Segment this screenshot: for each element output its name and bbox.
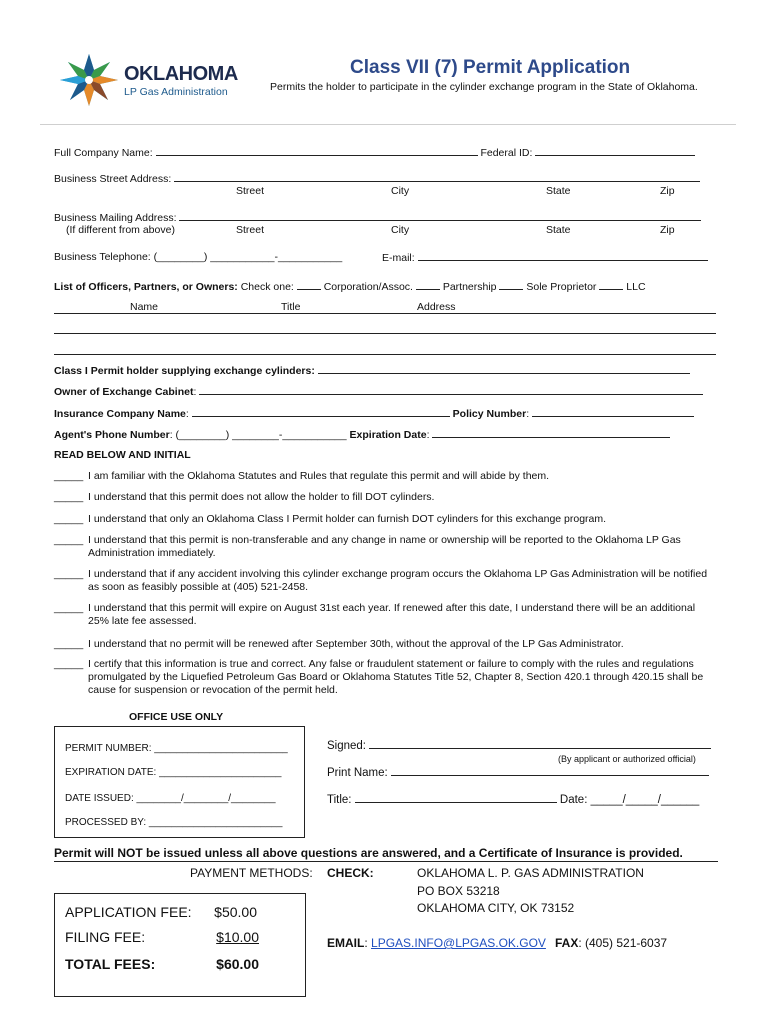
street-address-field[interactable]: [174, 172, 700, 182]
statement-2: [54, 491, 714, 504]
telephone-field[interactable]: (________) ___________-___________: [153, 251, 343, 263]
email-payment-row: EMAIL: LPGAS.INFO@LPGAS.OK.GOV: [327, 936, 546, 950]
application-fee-label: APPLICATION FEE:: [65, 904, 192, 920]
initial-blank-1[interactable]: _____: [54, 470, 84, 482]
statement-3-text: I understand that only an Oklahoma Class I Permit holder can furnish DOT cylinders for this exchange program.: [88, 513, 607, 525]
initial-blank-4[interactable]: _____: [54, 534, 84, 546]
address-line-1: OKLAHOMA L. P. GAS ADMINISTRATION: [417, 866, 644, 880]
policy-label: Policy Number: [452, 408, 527, 420]
payment-methods-label: PAYMENT METHODS:: [190, 866, 313, 880]
print-name-label: Print Name:: [327, 767, 388, 779]
check-one-label: Check one:: [240, 281, 294, 293]
check-label: CHECK:: [327, 866, 374, 880]
initial-blank-2[interactable]: _____: [54, 491, 84, 503]
notice-divider: [54, 861, 718, 862]
company-name-row: [54, 146, 695, 159]
officer-address-column: Address: [417, 301, 456, 313]
email-label: E-mail:: [382, 252, 415, 264]
filing-fee-label: FILING FEE:: [65, 929, 146, 945]
insurance-field[interactable]: [192, 407, 450, 417]
statement-4-text: I understand that this permit is non-transferable and any change in name or ownership will be reported to the Oklahoma LP Gas Administration immediately.: [88, 534, 681, 559]
street-address-label: Business Street Address:: [54, 173, 172, 185]
street-caption: Street: [236, 185, 265, 197]
statement-8: [54, 658, 714, 697]
federal-id-field[interactable]: [535, 146, 695, 156]
initial-blank-5[interactable]: _____: [54, 568, 84, 580]
cabinet-owner-row: Owner of Exchange Cabinet:: [54, 385, 703, 398]
fees-box: [54, 893, 306, 997]
officer-name-column: Name: [130, 301, 159, 313]
cabinet-owner-field[interactable]: [199, 385, 703, 395]
fax-number: (405) 521-6037: [585, 936, 668, 950]
email-link[interactable]: LPGAS.INFO@LPGAS.OK.GOV: [371, 936, 546, 950]
company-name-label: Full Company Name:: [54, 147, 153, 159]
statement-1: [54, 470, 714, 483]
insurance-row: Insurance Company Name: Policy Number:: [54, 407, 694, 420]
signed-label: Signed:: [327, 740, 367, 752]
statement-7: [54, 638, 714, 651]
email-row: [382, 251, 708, 264]
initial-blank-7[interactable]: _____: [54, 638, 84, 650]
officers-row: [54, 280, 646, 293]
class1-holder-field[interactable]: [318, 364, 690, 374]
officer-line-3[interactable]: [54, 354, 716, 355]
officer-title-column: Title: [281, 301, 301, 313]
total-fees-label: TOTAL FEES:: [65, 956, 156, 972]
header-divider: [40, 124, 736, 125]
option-llc: LLC: [626, 281, 646, 293]
zip-caption: Zip: [660, 185, 675, 197]
statement-3: [54, 513, 714, 526]
class1-holder-label: Class I Permit holder supplying exchange cylinders:: [54, 365, 315, 377]
title-field[interactable]: [355, 793, 557, 803]
mailing-note: (If different from above): [66, 224, 175, 236]
agent-phone-label: Agent's Phone Number: [54, 429, 170, 441]
fax-row: FAX: (405) 521-6037: [555, 936, 668, 950]
statement-5-text: I understand that if any accident involving this cylinder exchange program occurs the Oklahoma LP Gas Administration will be notified as soon as feasibly possible at (405) 521-2458.: [88, 568, 708, 593]
agent-phone-field[interactable]: (________) ________-___________: [175, 429, 347, 441]
title-date-row: [327, 793, 699, 806]
officer-line-1[interactable]: [54, 313, 716, 314]
initial-blank-3[interactable]: _____: [54, 513, 84, 525]
oklahoma-lp-gas-logo: [58, 52, 248, 108]
statement-1-text: I am familiar with the Oklahoma Statutes and Rules that regulate this permit and will abide by them.: [88, 470, 550, 482]
office-use-box: [54, 726, 305, 838]
office-expiration-field[interactable]: EXPIRATION DATE: ______________________: [65, 767, 282, 778]
telephone-label: Business Telephone:: [54, 251, 151, 263]
check-corporation-blank[interactable]: [297, 280, 321, 290]
cabinet-owner-label: Owner of Exchange Cabinet: [54, 386, 194, 398]
statement-2-text: I understand that this permit does not allow the holder to fill DOT cylinders.: [88, 491, 435, 503]
signed-note: (By applicant or authorized official): [558, 754, 696, 764]
option-corporation: Corporation/Assoc.: [323, 281, 413, 293]
initial-blank-6[interactable]: _____: [54, 602, 84, 614]
title-label: Title:: [327, 794, 352, 806]
option-sole-proprietor: Sole Proprietor: [526, 281, 597, 293]
print-name-row: [327, 766, 709, 779]
state-caption: State: [546, 185, 571, 197]
option-partnership: Partnership: [442, 281, 497, 293]
expiration-field[interactable]: [432, 428, 670, 438]
check-llc-blank[interactable]: [599, 280, 623, 290]
telephone-row: [54, 251, 342, 263]
mailing-zip-caption: Zip: [660, 224, 675, 236]
initial-blank-8[interactable]: _____: [54, 658, 84, 670]
mailing-city-caption: City: [391, 224, 410, 236]
logo-name: OKLAHOMA: [124, 63, 238, 85]
class1-holder-row: [54, 364, 690, 377]
address-line-2: PO BOX 53218: [417, 884, 500, 898]
mailing-address-row: [54, 211, 701, 224]
filing-fee-value: $10.00: [216, 929, 259, 945]
officer-line-2[interactable]: [54, 333, 716, 334]
total-fees-value: $60.00: [216, 956, 259, 972]
fax-label: FAX: [555, 936, 579, 950]
mailing-address-label: Business Mailing Address:: [54, 212, 177, 224]
permit-number-field[interactable]: PERMIT NUMBER: ________________________: [65, 743, 288, 754]
application-fee-value: $50.00: [214, 904, 257, 920]
signature-field[interactable]: [369, 739, 711, 749]
page-subtitle: Permits the holder to participate in the cylinder exchange program in the State of Oklahoma.: [270, 81, 698, 93]
date-field[interactable]: _____/_____/______: [590, 794, 700, 806]
processed-by-field[interactable]: PROCESSED BY: ________________________: [65, 817, 283, 828]
page-title: Class VII (7) Permit Application: [350, 57, 631, 78]
insurance-label: Insurance Company Name: [54, 408, 186, 420]
read-initial-heading: READ BELOW AND INITIAL: [54, 449, 191, 461]
statement-7-text: I understand that no permit will be renewed after September 30th, without the approval of the LP Gas Administrator.: [88, 638, 624, 650]
email-payment-label: EMAIL: [327, 936, 365, 950]
signed-row: [327, 739, 711, 752]
check-sole-proprietor-blank[interactable]: [499, 280, 523, 290]
email-field[interactable]: [418, 251, 708, 261]
street-address-row: [54, 172, 700, 185]
print-name-field[interactable]: [391, 766, 709, 776]
check-partnership-blank[interactable]: [416, 280, 440, 290]
federal-id-label: Federal ID:: [480, 147, 533, 159]
company-name-field[interactable]: [156, 146, 478, 156]
insurance-notice: Permit will NOT be issued unless all above questions are answered, and a Certificate of Insurance is provided.: [54, 846, 683, 860]
date-issued-field[interactable]: DATE ISSUED: ________/________/________: [65, 793, 276, 804]
star-logo-icon: [58, 52, 120, 108]
date-label: Date:: [559, 794, 588, 806]
mailing-address-field[interactable]: [179, 211, 701, 221]
city-caption: City: [391, 185, 410, 197]
expiration-label: Expiration Date: [349, 429, 427, 441]
statement-6-text: I understand that this permit will expire on August 31st each year. If renewed after this date, I understand there will be an additional 25% late fee assessed.: [88, 602, 696, 627]
statement-8-text: I certify that this information is true and correct. Any false or fraudulent statement or failure to comply with the rules and regulations promulgated by the Liquefied Petroleum Gas Board or Oklahoma Statutes Title 52, Chapter 8, Section 420.1 through 420.15 shall be cause for suspension or revocation of the permit held.: [88, 658, 704, 696]
mailing-state-caption: State: [546, 224, 571, 236]
policy-field[interactable]: [532, 407, 694, 417]
logo-subtitle: LP Gas Administration: [124, 86, 228, 98]
office-use-heading: OFFICE USE ONLY: [129, 711, 224, 723]
agent-phone-row: Agent's Phone Number: (________) ________-___________ Expiration Date:: [54, 428, 670, 441]
statement-6: [54, 602, 714, 628]
address-line-3: OKLAHOMA CITY, OK 73152: [417, 901, 575, 915]
mailing-street-caption: Street: [236, 224, 265, 236]
statement-5: [54, 568, 714, 594]
statement-4: [54, 534, 714, 560]
officers-label: List of Officers, Partners, or Owners:: [54, 281, 238, 293]
